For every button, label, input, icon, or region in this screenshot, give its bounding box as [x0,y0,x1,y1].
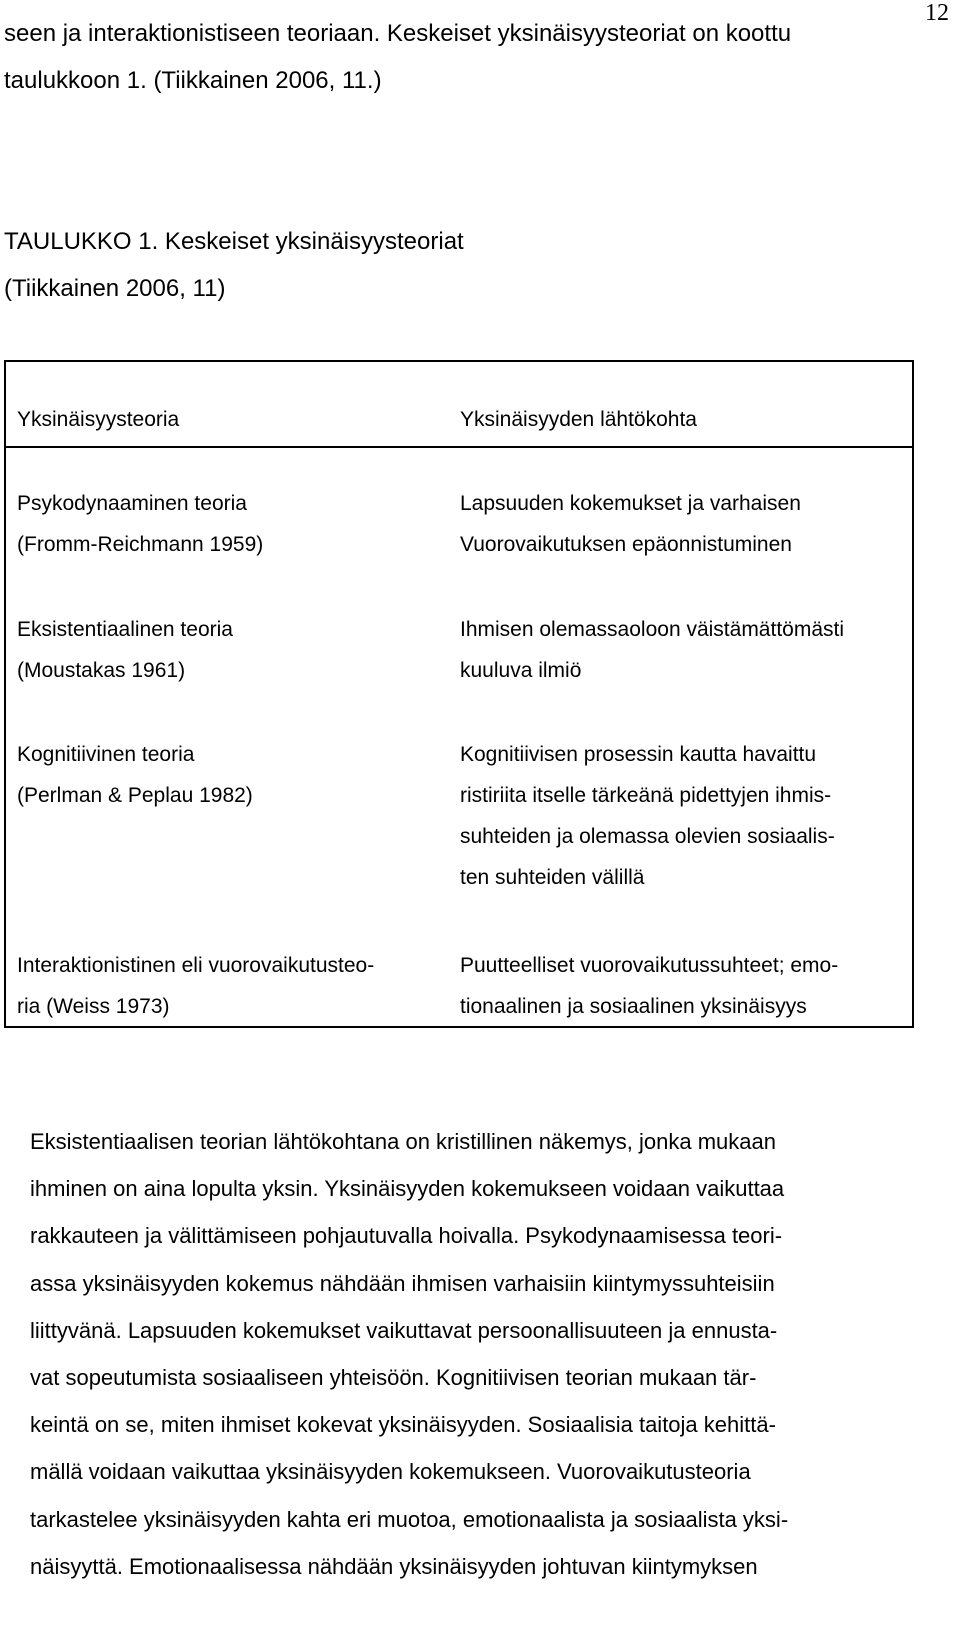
body-line: näisyyttä. Emotionaalisessa nähdään yksinäisyyden johtuvan kiintymyksen [30,1553,758,1579]
cell-line: Ihmisen olemassaoloon väistämättömästi [460,618,845,641]
cell-line: tionaalinen ja sosiaalinen yksinäisyys [460,995,807,1018]
body-line: tarkastelee yksinäisyyden kahta eri muotoa, emotionaalista ja sosiaalista yksi- [30,1506,789,1532]
body-line: mällä voidaan vaikuttaa yksinäisyyden kokemukseen. Vuorovaikutusteoria [30,1459,751,1485]
page-number: 12 [925,0,949,26]
cell-line: (Perlman & Peplau 1982) [17,784,253,807]
table-row-theory [17,734,253,816]
intro-line: taulukkoon 1. (Tiikkainen 2006, 11.) [4,67,382,94]
body-paragraph [30,1118,910,1590]
table-row-theory [17,609,233,691]
header-label: Yksinäisyyden lähtökohta [460,408,697,431]
cell-line: Psykodynaaminen teoria [17,492,247,515]
body-line: liittyvänä. Lapsuuden kokemukset vaikuttavat persoonallisuuteen ja ennusta- [30,1317,778,1343]
table-caption-line: TAULUKKO 1. Keskeiset yksinäisyysteoriat [4,228,464,255]
intro-paragraph [4,10,904,104]
body-line: assa yksinäisyyden kokemus nähdään ihmisen varhaisiin kiintymyssuhteisiin [30,1270,775,1296]
cell-line: ristiriita itselle tärkeänä pidettyjen ihmis- [460,784,832,807]
body-line: keintä on se, miten ihmiset kokevat yksinäisyyden. Sosiaalisia taitoja kehittä- [30,1412,776,1438]
table-row-origin [460,483,801,565]
cell-line: (Fromm-Reichmann 1959) [17,533,264,556]
cell-line: Vuorovaikutuksen epäonnistuminen [460,533,792,556]
table-row-origin [460,734,835,898]
body-line: ihminen on aina lopulta yksin. Yksinäisyyden kokemukseen voidaan vaikuttaa [30,1176,785,1202]
intro-line: seen ja interaktionistiseen teoriaan. Keskeiset yksinäisyysteoriat on koottu [4,20,792,47]
cell-line: kuuluva ilmiö [460,659,582,682]
cell-line: Kognitiivisen prosessin kautta havaittu [460,743,817,766]
cell-line: Lapsuuden kokemukset ja varhaisen [460,492,801,515]
cell-line: Interaktionistinen eli vuorovaikutusteo- [17,954,375,977]
cell-line: (Moustakas 1961) [17,659,186,682]
table-row-origin [460,609,844,691]
table-row-theory [17,945,374,1027]
cell-line: ria (Weiss 1973) [17,995,170,1018]
table-header-rule [6,446,912,448]
cell-line: Eksistentiaalinen teoria [17,618,233,641]
table-caption-line: (Tiikkainen 2006, 11) [4,275,226,302]
cell-line: ten suhteiden välillä [460,866,645,889]
table-row-origin [460,945,838,1027]
table-row-theory [17,483,263,565]
table-header-theory [17,399,179,440]
body-line: Eksistentiaalisen teorian lähtökohtana on kristillinen näkemys, jonka mukaan [30,1129,776,1154]
table-caption [4,218,464,312]
body-line: vat sopeutumista sosiaaliseen yhteisöön. Kognitiivisen teorian mukaan tär- [30,1365,757,1391]
theories-table [4,360,914,1028]
body-line: rakkauteen ja välittämiseen pohjautuvalla hoivalla. Psykodynaamisessa teori- [30,1223,783,1249]
header-label: Yksinäisyysteoria [17,408,180,431]
cell-line: Puutteelliset vuorovaikutussuhteet; emo- [460,954,839,977]
cell-line: Kognitiivinen teoria [17,743,195,766]
cell-line: suhteiden ja olemassa olevien sosiaalis- [460,825,835,848]
table-header-origin [460,399,697,440]
